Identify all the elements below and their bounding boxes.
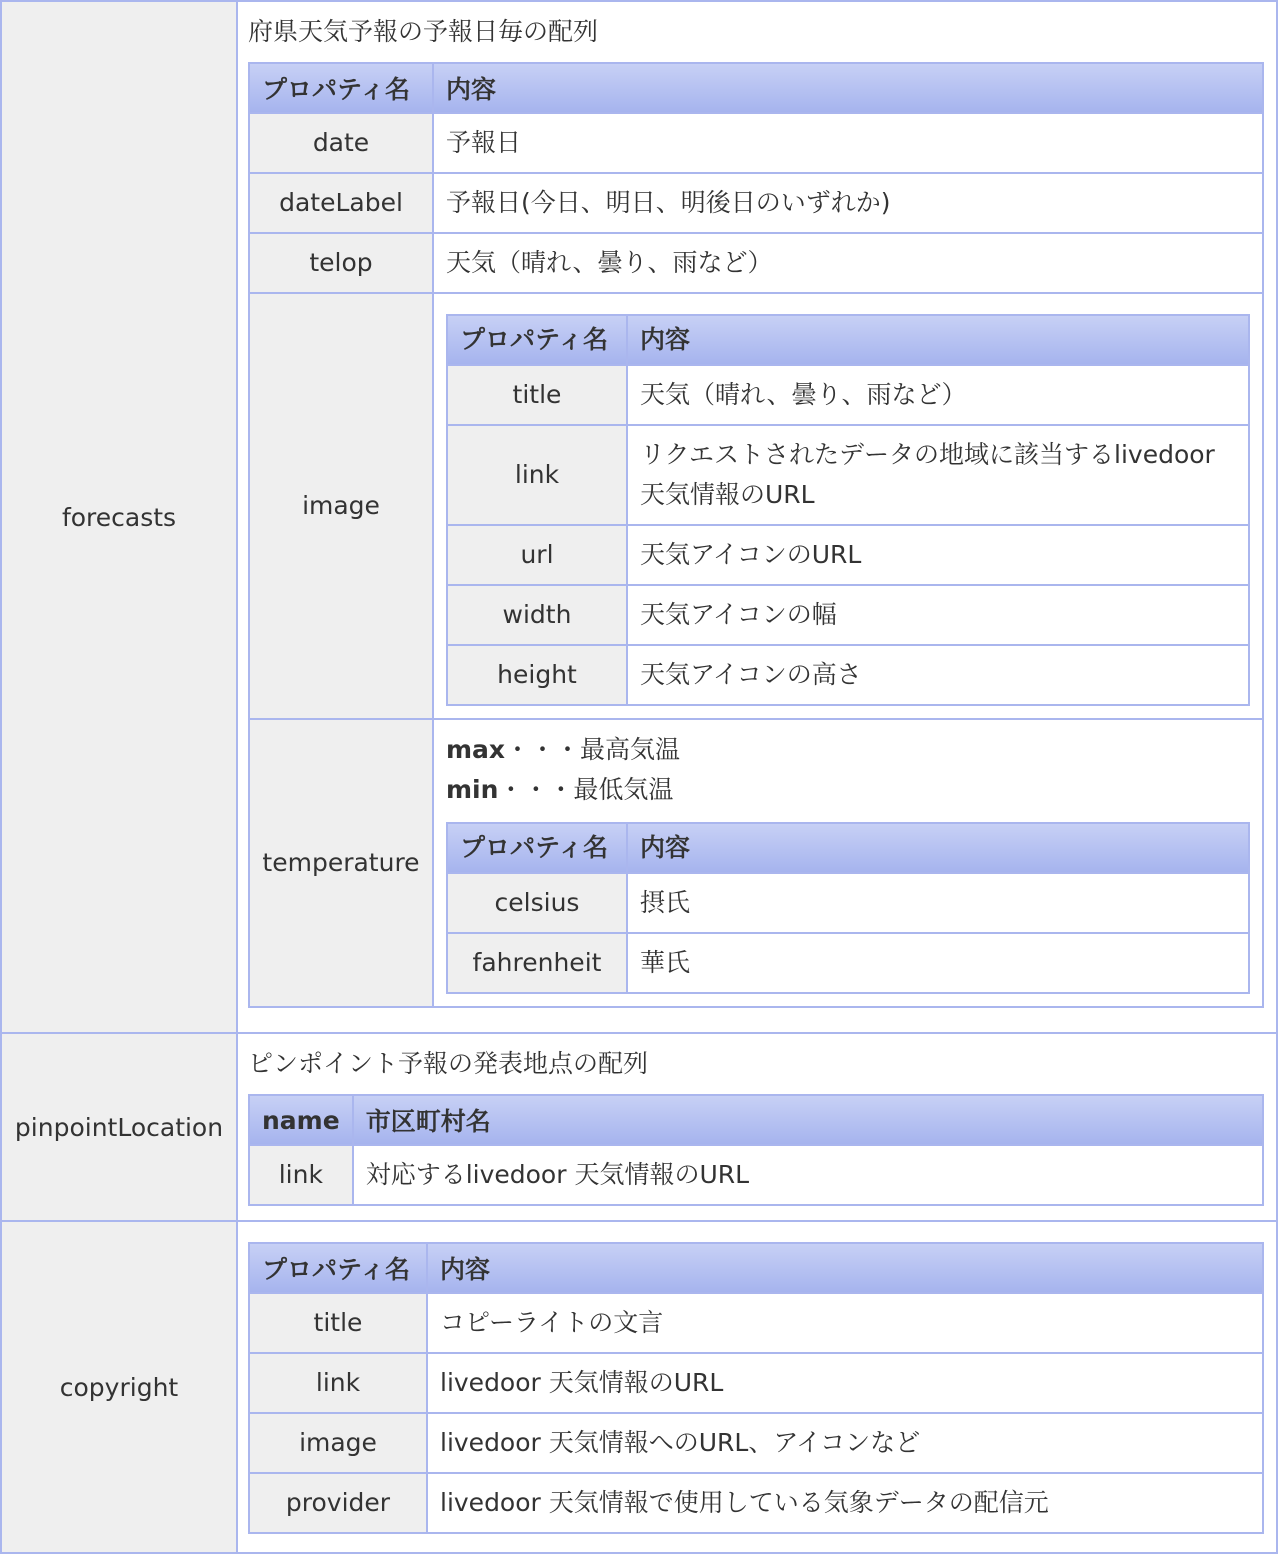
min-note: [446, 770, 1250, 810]
pinpoint-location-properties-table: [248, 1094, 1264, 1206]
property-name: width: [447, 585, 627, 645]
column-header-content: 市区町村名: [353, 1095, 1263, 1145]
forecasts-key: forecasts: [1, 1, 237, 1033]
property-name: title: [447, 365, 627, 425]
column-header-content: 内容: [433, 63, 1263, 113]
forecasts-properties-table: [248, 62, 1264, 1008]
image-properties-table: [446, 314, 1250, 706]
column-header-property: プロパティ名: [249, 63, 433, 113]
pinpoint-location-description: ピンポイント予報の発表地点の配列: [248, 1049, 649, 1078]
property-name: link: [447, 425, 627, 525]
table-row: [447, 365, 1249, 425]
property-name: fahrenheit: [447, 933, 627, 993]
table-row: [249, 233, 1263, 293]
column-header-property: プロパティ名: [447, 315, 627, 365]
table-header-row: [447, 315, 1249, 365]
property-description: 天気アイコンの高さ: [627, 645, 1249, 705]
max-note: [446, 730, 1250, 770]
table-row-temperature: [249, 719, 1263, 1007]
property-description: livedoor 天気情報へのURL、アイコンなど: [427, 1413, 1263, 1473]
property-name: provider: [249, 1473, 427, 1533]
property-name: title: [249, 1293, 427, 1353]
forecasts-description: 府県天気予報の予報日毎の配列: [248, 17, 599, 46]
property-description: 天気（晴れ、曇り、雨など）: [627, 365, 1249, 425]
property-description: 天気アイコンの幅: [627, 585, 1249, 645]
table-header-row: [249, 1243, 1263, 1293]
property-description: リクエストされたデータの地域に該当するlivedoor 天気情報のURL: [627, 425, 1249, 525]
forecasts-row: [1, 1, 1277, 1033]
temperature-properties-table: [446, 822, 1250, 994]
table-row: [249, 1353, 1263, 1413]
property-name: telop: [249, 233, 433, 293]
property-name: image: [249, 1413, 427, 1473]
property-description: 摂氏: [627, 873, 1249, 933]
table-row: [249, 113, 1263, 173]
table-row: [447, 645, 1249, 705]
property-name: link: [249, 1353, 427, 1413]
column-header-content: 内容: [627, 315, 1249, 365]
forecasts-value: [237, 1, 1277, 1033]
table-row: [447, 873, 1249, 933]
pinpoint-location-row: [1, 1033, 1277, 1221]
table-row-image: [249, 293, 1263, 719]
property-description: 華氏: [627, 933, 1249, 993]
property-description: livedoor 天気情報のURL: [427, 1353, 1263, 1413]
column-header-property: プロパティ名: [249, 1243, 427, 1293]
column-header-property: プロパティ名: [447, 823, 627, 873]
table-row: [447, 933, 1249, 993]
property-name: dateLabel: [249, 173, 433, 233]
pinpoint-location-value: [237, 1033, 1277, 1221]
table-row: [249, 1145, 1263, 1205]
property-name: image: [249, 293, 433, 719]
table-row: [249, 173, 1263, 233]
pinpoint-location-key: pinpointLocation: [1, 1033, 237, 1221]
min-text: ・・・最低気温: [498, 775, 674, 804]
property-name: link: [249, 1145, 353, 1205]
copyright-value: [237, 1221, 1277, 1553]
table-row: [249, 1413, 1263, 1473]
property-description: livedoor 天気情報で使用している気象データの配信元: [427, 1473, 1263, 1533]
table-row: [249, 1473, 1263, 1533]
copyright-properties-table: [248, 1242, 1264, 1534]
table-header-row: [447, 823, 1249, 873]
max-label: max: [446, 735, 506, 764]
property-description: 天気アイコンのURL: [627, 525, 1249, 585]
property-name: height: [447, 645, 627, 705]
property-description: コピーライトの文言: [427, 1293, 1263, 1353]
property-description: 対応するlivedoor 天気情報のURL: [353, 1145, 1263, 1205]
property-name: url: [447, 525, 627, 585]
table-header-row: [249, 1095, 1263, 1145]
property-description: [433, 293, 1263, 719]
table-row: [447, 425, 1249, 525]
property-description: 天気（晴れ、曇り、雨など）: [433, 233, 1263, 293]
property-description: 予報日: [433, 113, 1263, 173]
column-header-content: 内容: [627, 823, 1249, 873]
table-header-row: [249, 63, 1263, 113]
property-description: [433, 719, 1263, 1007]
column-header-property: name: [249, 1095, 353, 1145]
table-row: [447, 585, 1249, 645]
property-name: date: [249, 113, 433, 173]
max-text: ・・・最高気温: [505, 735, 681, 764]
table-row: [447, 525, 1249, 585]
property-name: temperature: [249, 719, 433, 1007]
column-header-content: 内容: [427, 1243, 1263, 1293]
table-row: [249, 1293, 1263, 1353]
property-name: celsius: [447, 873, 627, 933]
copyright-key: copyright: [1, 1221, 237, 1553]
copyright-row: [1, 1221, 1277, 1553]
min-label: min: [446, 775, 499, 804]
property-description: 予報日(今日、明日、明後日のいずれか): [433, 173, 1263, 233]
